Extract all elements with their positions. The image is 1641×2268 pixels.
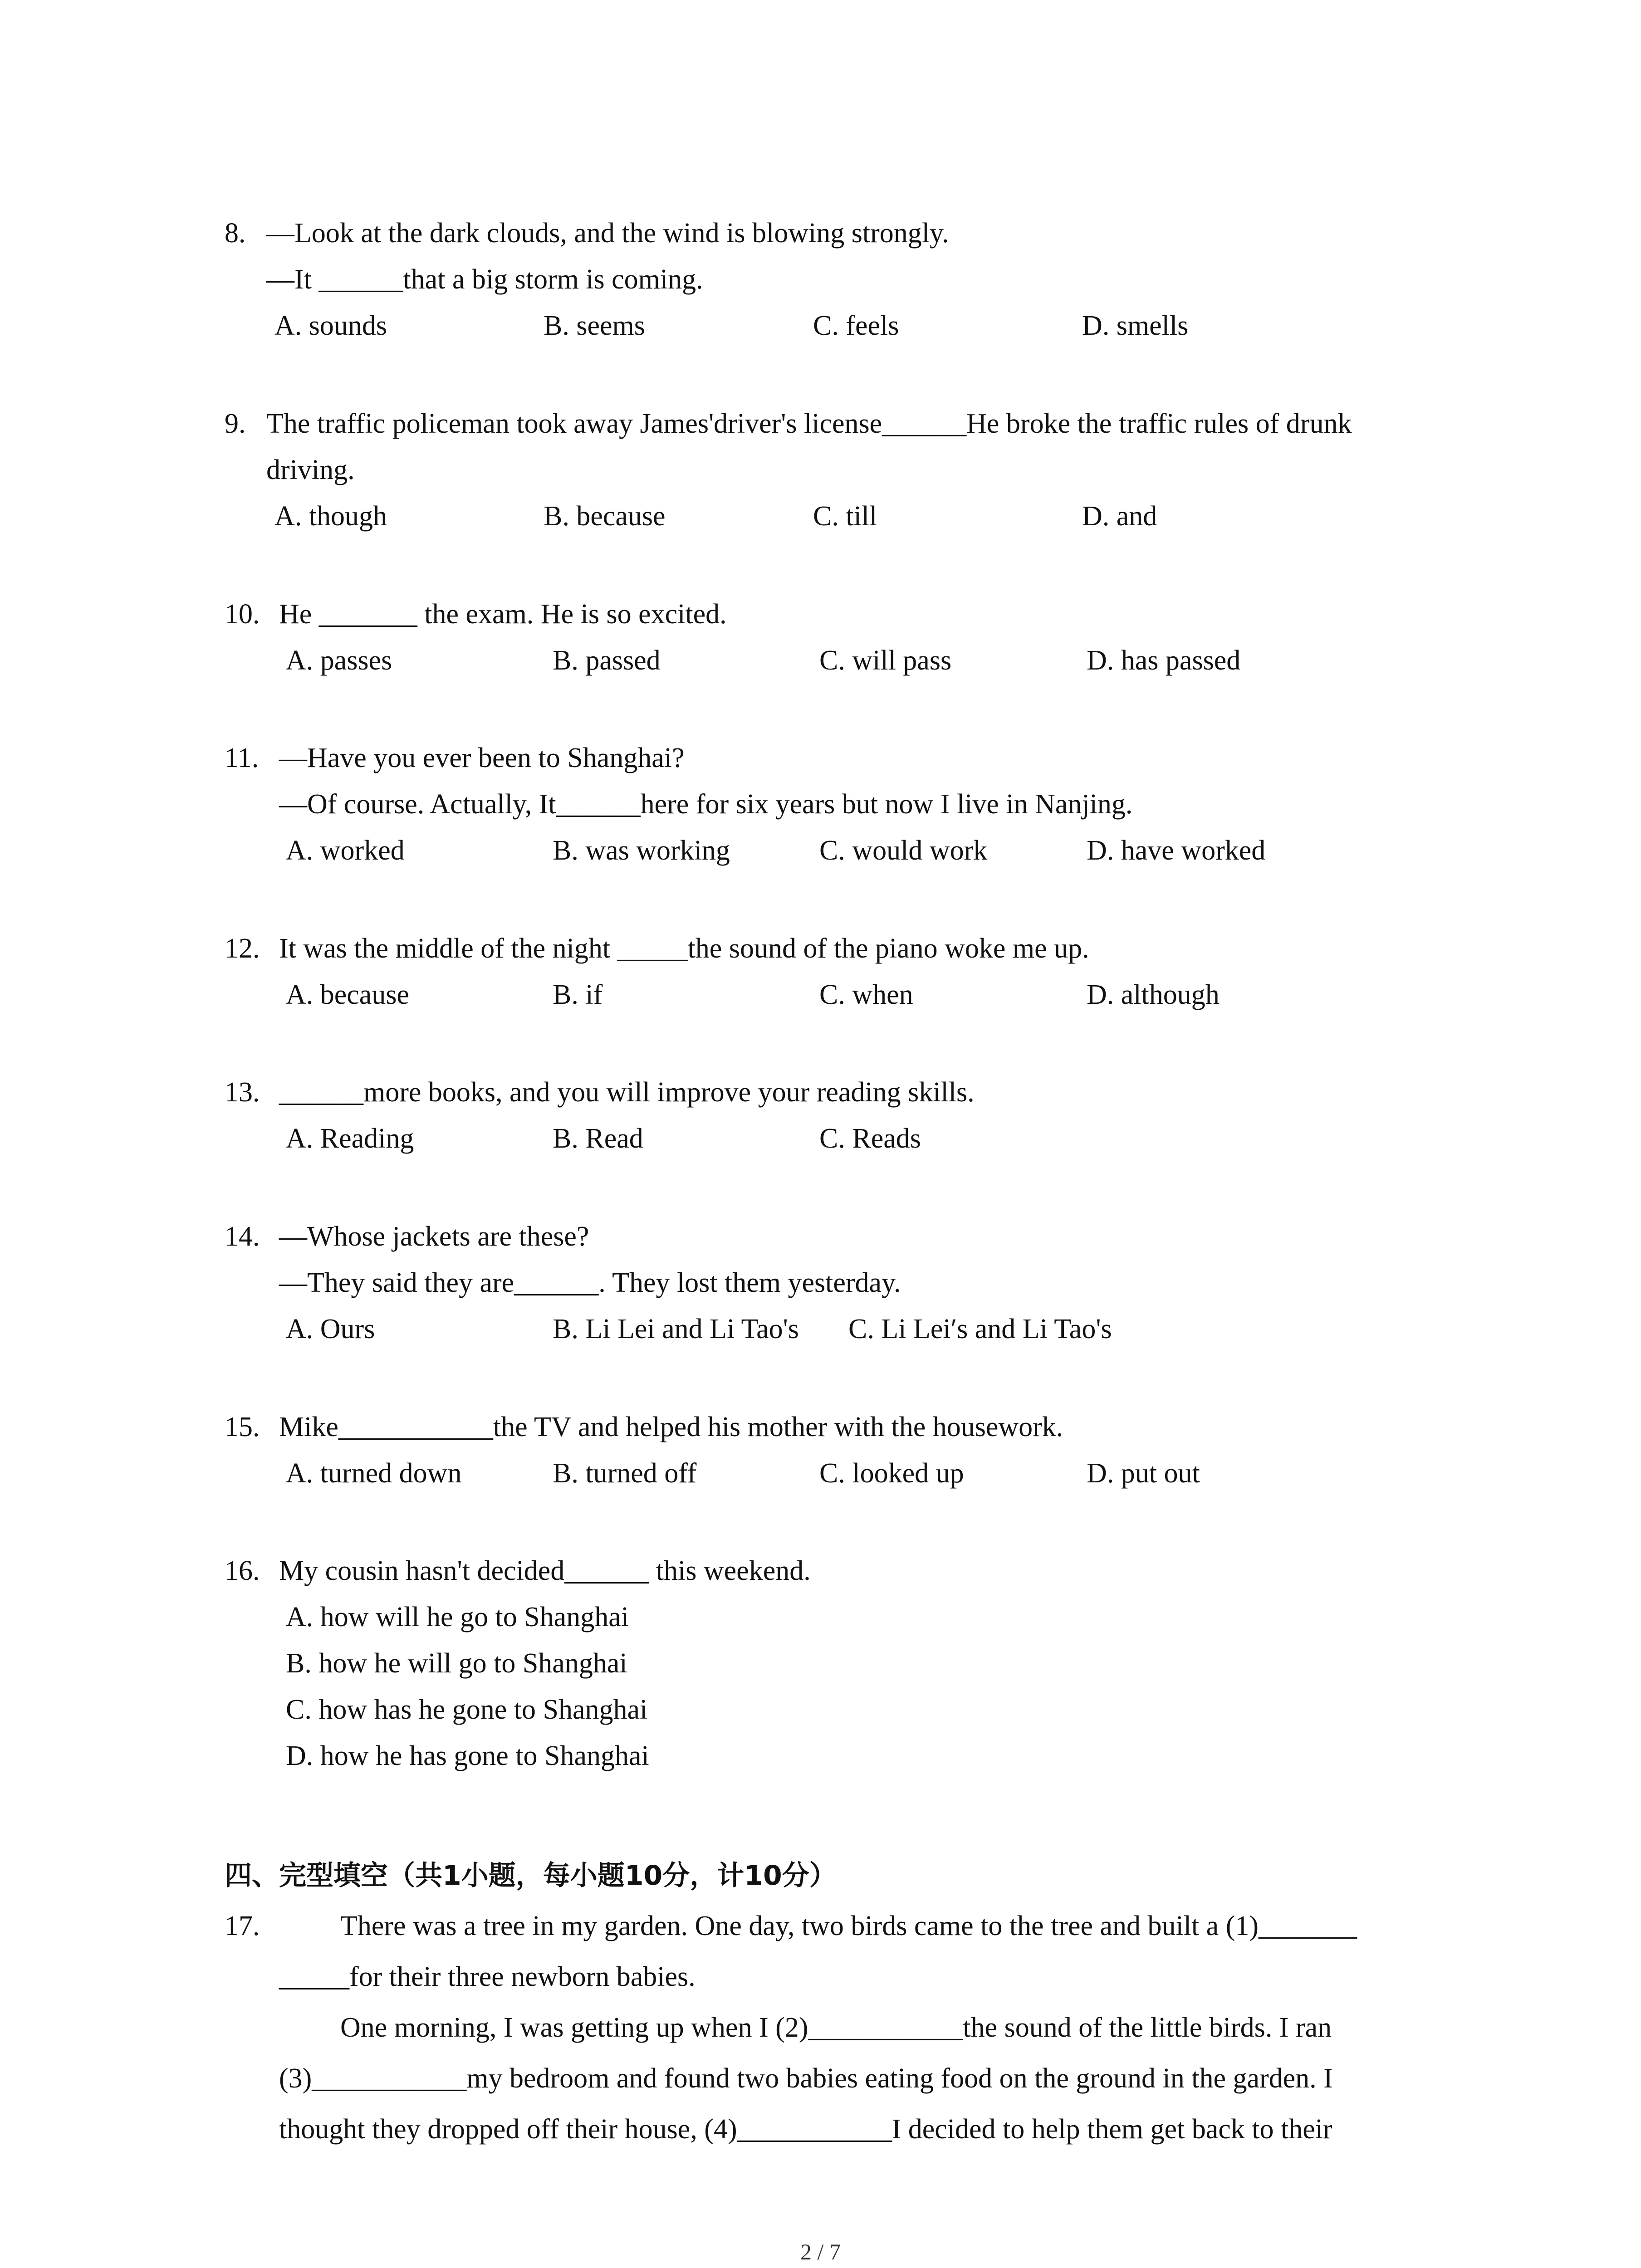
question-13 <box>225 1069 1459 1162</box>
option-c: C. when <box>819 979 913 1010</box>
question-11 <box>225 735 1459 874</box>
options-row <box>286 1306 1459 1352</box>
option-c: C. will pass <box>819 645 952 676</box>
option-c: C. Reads <box>819 1123 921 1154</box>
cloze-line: There was a tree in my garden. One day, two birds came to the tree and built a (1)_______ <box>340 1911 1357 1941</box>
option-a: A. because <box>286 979 409 1010</box>
question-stem: —Whose jackets are these? <box>279 1221 589 1252</box>
option-d: D. put out <box>1087 1458 1200 1489</box>
option-a: A. how will he go to Shanghai <box>286 1602 629 1633</box>
option-c: C. till <box>813 501 877 532</box>
question-stem: The traffic policeman took away James'driver's license______He broke the traffic rules of drunk <box>266 408 1352 439</box>
option-d: D. smells <box>1082 310 1189 341</box>
option-a: A. Reading <box>286 1123 414 1154</box>
question-12 <box>225 925 1459 1018</box>
question-number: 8. <box>225 218 246 249</box>
options-row <box>286 827 1459 874</box>
question-stem: —Look at the dark clouds, and the wind is blowing strongly. <box>266 218 949 249</box>
question-number: 16. <box>225 1555 260 1586</box>
question-number: 12. <box>225 933 260 964</box>
question-stem-line: —They said they are______. They lost them yesterday. <box>279 1267 901 1298</box>
option-c: C. Li Lei′s and Li Tao's <box>848 1314 1112 1344</box>
option-c: C. feels <box>813 310 899 341</box>
question-number: 14. <box>225 1221 260 1252</box>
option-d: D. and <box>1082 501 1157 532</box>
cloze-line: _____for their three newborn babies. <box>279 1961 696 1992</box>
option-d: D. has passed <box>1087 645 1241 676</box>
question-number: 13. <box>225 1077 260 1108</box>
cloze-line: thought they dropped off their house, (4)___________I decided to help them get back to their <box>279 2114 1332 2145</box>
question-stem-line: —Of course. Actually, It______here for six years but now I live in Nanjing. <box>279 789 1133 820</box>
question-number: 11. <box>225 743 259 773</box>
question-17-cloze <box>225 1901 1459 2155</box>
cloze-line: One morning, I was getting up when I (2)___________the sound of the little birds. I ran <box>340 2012 1332 2043</box>
question-number: 17. <box>225 1911 260 1941</box>
option-b: B. if <box>553 979 603 1010</box>
question-stem: My cousin hasn't decided______ this weekend. <box>279 1555 811 1586</box>
page-number: 2 / 7 <box>800 2239 841 2264</box>
question-stem: —Have you ever been to Shanghai? <box>279 743 685 773</box>
question-number: 15. <box>225 1412 260 1442</box>
question-stem-line: driving. <box>266 455 355 485</box>
option-c: C. how has he gone to Shanghai <box>286 1694 648 1725</box>
option-b: B. turned off <box>553 1458 697 1489</box>
option-b: B. was working <box>553 835 730 866</box>
option-d: D. how he has gone to Shanghai <box>286 1740 649 1771</box>
option-c: C. looked up <box>819 1458 964 1489</box>
option-b: B. Li Lei and Li Tao's <box>553 1314 799 1344</box>
question-8 <box>225 210 1459 349</box>
question-stem: Mike___________the TV and helped his mother with the housework. <box>279 1412 1063 1442</box>
option-a: A. Ours <box>286 1314 375 1344</box>
options-row <box>274 493 1459 539</box>
option-a: A. though <box>274 501 387 532</box>
options-row <box>274 303 1459 349</box>
option-b: B. passed <box>553 645 661 676</box>
question-15 <box>225 1404 1459 1496</box>
option-b: B. because <box>544 501 666 532</box>
question-16 <box>225 1548 1459 1779</box>
option-b: B. Read <box>553 1123 643 1154</box>
option-d: D. have worked <box>1087 835 1266 866</box>
options-row <box>286 1450 1459 1496</box>
question-14 <box>225 1213 1459 1352</box>
section-heading: 四、完型填空（共1小题，每小题10分，计10分） <box>225 1860 837 1892</box>
option-a: A. worked <box>286 835 405 866</box>
option-b: B. seems <box>544 310 645 341</box>
option-c: C. would work <box>819 835 988 866</box>
question-stem-line: —It ______that a big storm is coming. <box>266 264 703 295</box>
option-a: A. turned down <box>286 1458 462 1489</box>
question-number: 10. <box>225 599 260 630</box>
question-stem: ______more books, and you will improve your reading skills. <box>279 1077 975 1108</box>
option-a: A. sounds <box>274 310 387 341</box>
option-d: D. although <box>1087 979 1220 1010</box>
question-10 <box>225 591 1459 684</box>
question-stem: He _______ the exam. He is so excited. <box>279 599 727 630</box>
option-b: B. how he will go to Shanghai <box>286 1648 627 1679</box>
question-9 <box>225 401 1459 539</box>
cloze-line: (3)___________my bedroom and found two babies eating food on the ground in the garden. I <box>279 2063 1333 2094</box>
options-row <box>286 637 1459 684</box>
question-number: 9. <box>225 408 246 439</box>
option-a: A. passes <box>286 645 392 676</box>
options-row <box>286 972 1459 1018</box>
options-row <box>286 1115 1459 1162</box>
question-stem: It was the middle of the night _____the sound of the piano woke me up. <box>279 933 1089 964</box>
